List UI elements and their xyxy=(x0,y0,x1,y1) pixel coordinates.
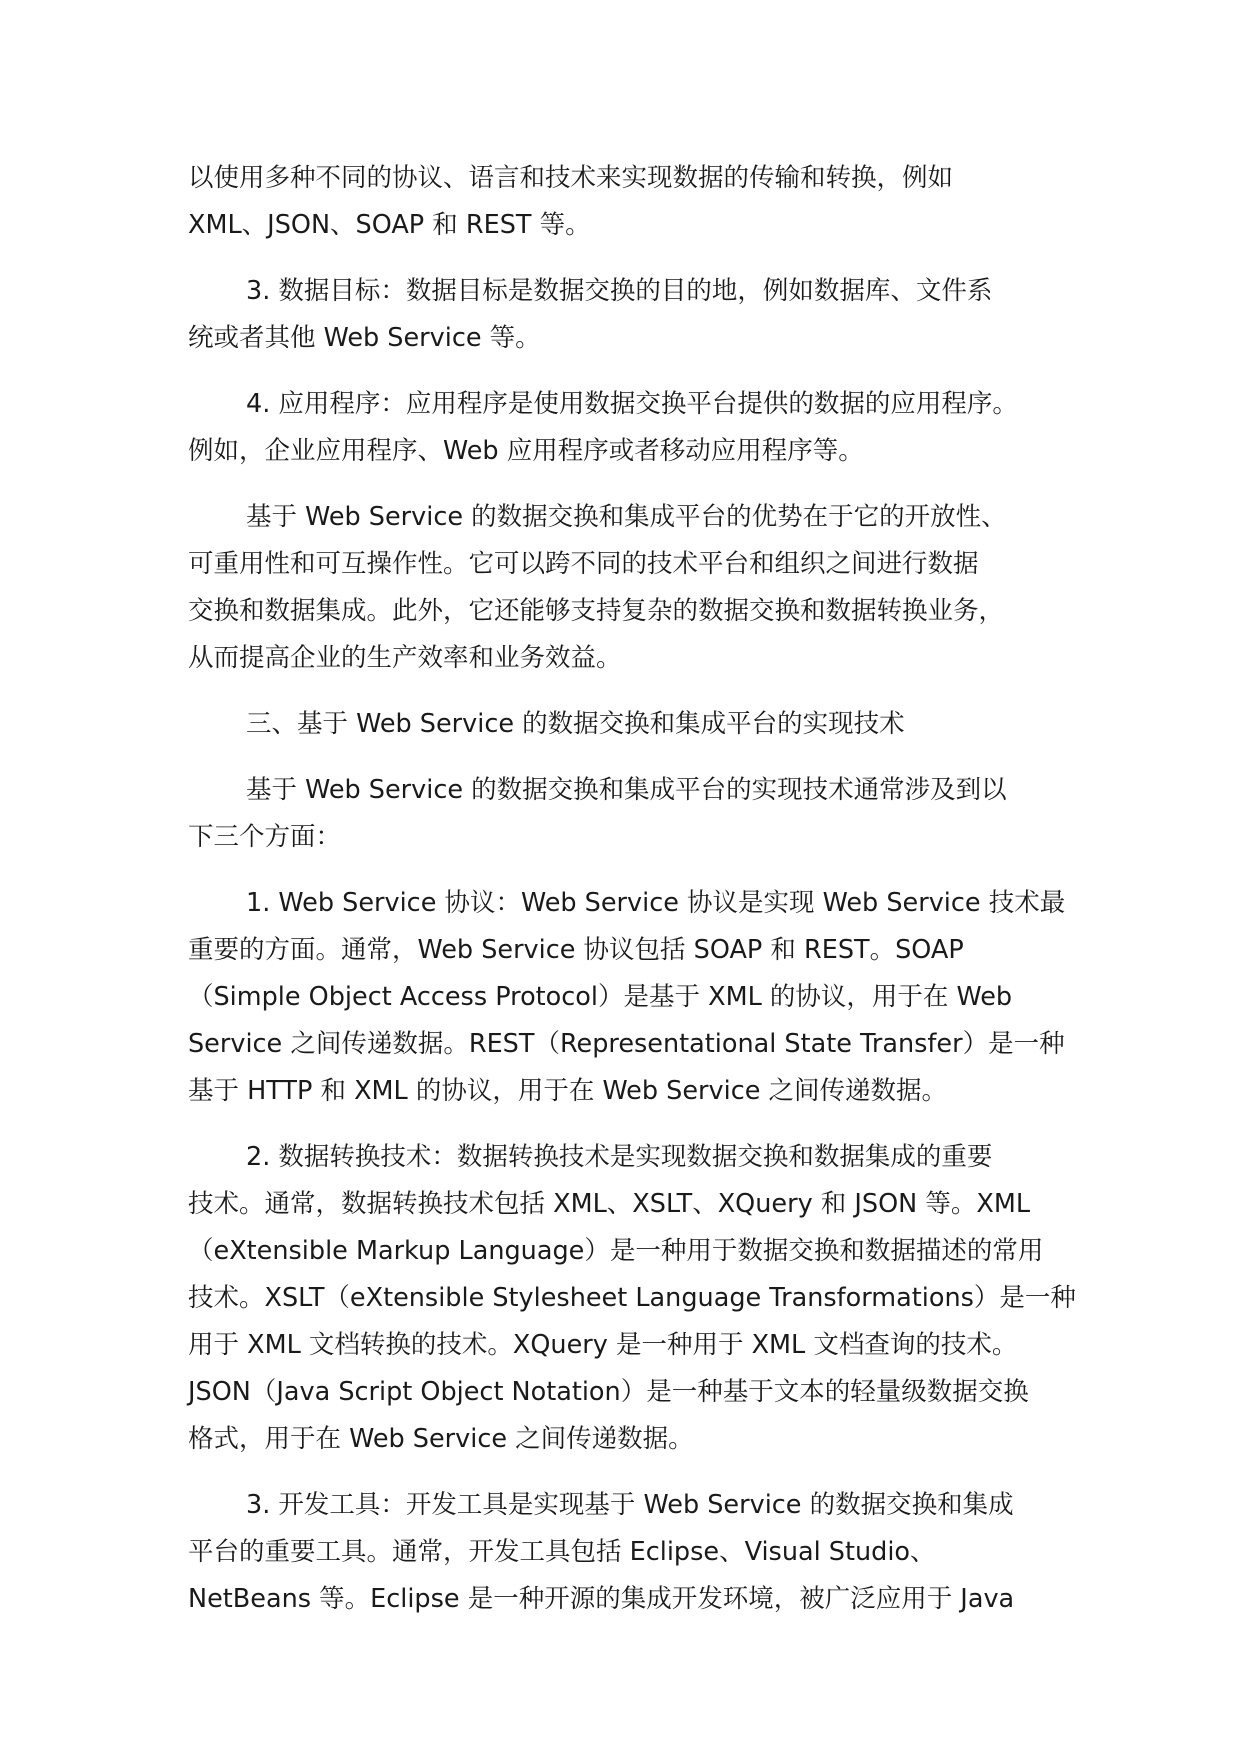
text-line: 例如，企业应用程序、Web 应用程序或者移动应用程序等。 xyxy=(188,436,864,466)
paragraph xyxy=(188,268,1088,362)
text-line: 1. Web Service 协议：Web Service 协议是实现 Web Service 技术最 xyxy=(246,888,1066,918)
text-line: 基于 Web Service 的数据交换和集成平台的优势在于它的开放性、 xyxy=(246,502,1007,532)
text-line: （Simple Object Access Protocol）是基于 XML 的协议，用于在 Web xyxy=(188,982,1013,1012)
text-line: 基于 HTTP 和 XML 的协议，用于在 Web Service 之间传递数据。 xyxy=(188,1076,948,1106)
paragraph xyxy=(188,701,1088,748)
text-line: XML、JSON、SOAP 和 REST 等。 xyxy=(188,210,591,240)
text-line: 3. 数据目标：数据目标是数据交换的目的地，例如数据库、文件系 xyxy=(246,276,993,306)
text-line: 基于 Web Service 的数据交换和集成平台的实现技术通常涉及到以 xyxy=(246,775,1007,805)
paragraph xyxy=(188,494,1088,682)
text-line: 平台的重要工具。通常，开发工具包括 Eclipse、Visual Studio、 xyxy=(188,1537,936,1567)
text-line: NetBeans 等。Eclipse 是一种开源的集成开发环境，被广泛应用于 Java xyxy=(188,1584,1015,1614)
text-line: 3. 开发工具：开发工具是实现基于 Web Service 的数据交换和集成 xyxy=(246,1490,1014,1520)
text-line: 以使用多种不同的协议、语言和技术来实现数据的传输和转换，例如 xyxy=(188,163,954,193)
text-line: 用于 XML 文档转换的技术。XQuery 是一种用于 XML 文档查询的技术。 xyxy=(188,1330,1018,1360)
text-line: 技术。通常，数据转换技术包括 XML、XSLT、XQuery 和 JSON 等。XML xyxy=(188,1189,1031,1219)
paragraph xyxy=(188,880,1088,1115)
text-line: JSON（Java Script Object Notation）是一种基于文本的轻量级数据交换 xyxy=(188,1377,1029,1407)
text-line: 可重用性和可互操作性。它可以跨不同的技术平台和组织之间进行数据 xyxy=(188,549,979,579)
text-line: 2. 数据转换技术：数据转换技术是实现数据交换和数据集成的重要 xyxy=(246,1142,993,1172)
paragraph xyxy=(188,155,1088,249)
paragraph xyxy=(188,767,1088,861)
text-line: 4. 应用程序：应用程序是使用数据交换平台提供的数据的应用程序。 xyxy=(246,389,1018,419)
document-body xyxy=(188,155,1088,1642)
paragraph xyxy=(188,1482,1088,1623)
text-line: 格式，用于在 Web Service 之间传递数据。 xyxy=(188,1424,694,1454)
text-line: Service 之间传递数据。REST（Representational State Transfer）是一种 xyxy=(188,1029,1065,1059)
text-line: （eXtensible Markup Language）是一种用于数据交换和数据描述的常用 xyxy=(188,1236,1044,1266)
text-line: 统或者其他 Web Service 等。 xyxy=(188,323,541,353)
paragraph xyxy=(188,381,1088,475)
text-line: 下三个方面： xyxy=(188,822,342,852)
paragraph xyxy=(188,1134,1088,1463)
text-line: 重要的方面。通常，Web Service 协议包括 SOAP 和 REST。SOAP xyxy=(188,935,964,965)
text-line: 技术。XSLT（eXtensible Stylesheet Language Transformations）是一种 xyxy=(188,1283,1076,1313)
text-line: 从而提高企业的生产效率和业务效益。 xyxy=(188,643,622,673)
text-line: 交换和数据集成。此外，它还能够支持复杂的数据交换和数据转换业务， xyxy=(188,596,1005,626)
text-line: 三、基于 Web Service 的数据交换和集成平台的实现技术 xyxy=(246,709,905,739)
